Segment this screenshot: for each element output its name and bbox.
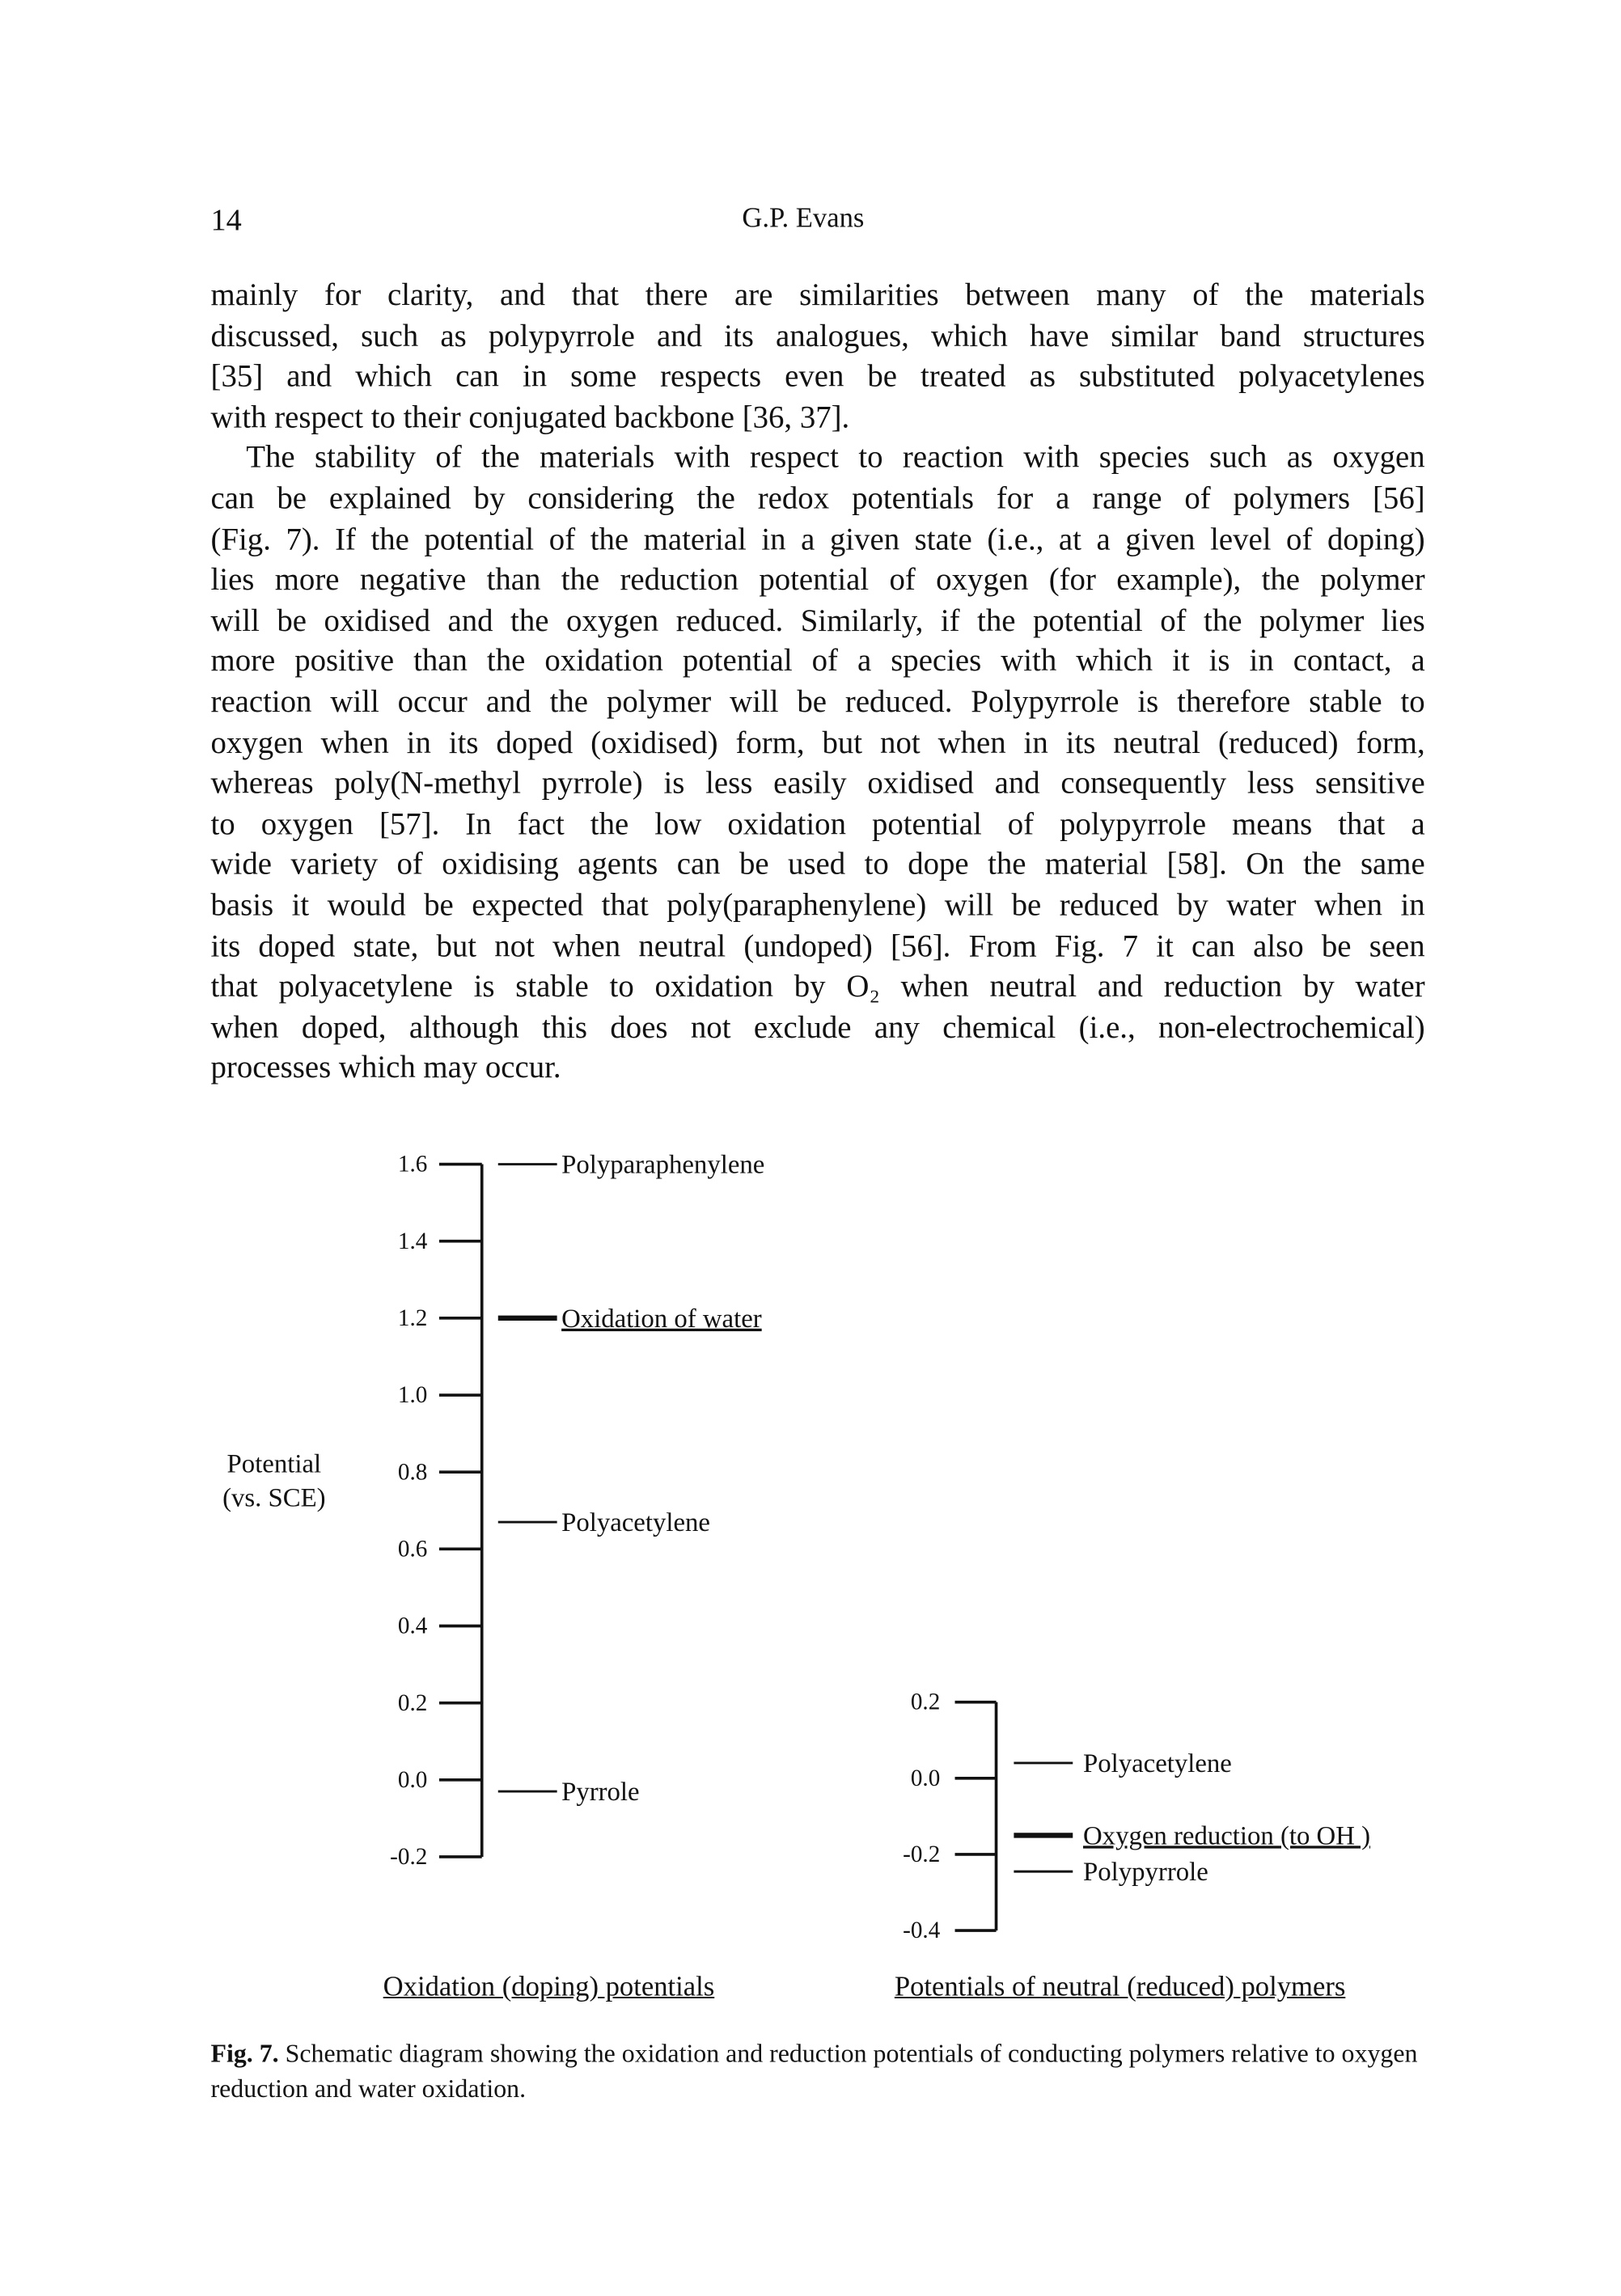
caption-text: Schematic diagram showing the oxidation and reduction potentials of conducting polymers relative to oxygen reduction and water oxidation. xyxy=(210,2038,1418,2104)
tick-label: -0.2 xyxy=(903,1841,941,1868)
marker-label: Polyacetylene xyxy=(1083,1748,1232,1778)
tick-label: 0.8 xyxy=(397,1459,428,1486)
text-line: to oxygen [57]. In fact the low oxidation potential of polypyrrole means that a xyxy=(210,806,1425,841)
marker-label: Polypyrrole xyxy=(1083,1858,1208,1888)
tick-label: 0.2 xyxy=(910,1689,941,1715)
tick-label: 0.0 xyxy=(910,1765,941,1791)
text-line: whereas poly(N-methyl pyrrole) is less easily oxidised and consequently less sensitive xyxy=(210,764,1425,801)
left-scale-title: Oxidation (doping) potentials xyxy=(383,1972,715,2003)
text-line: its doped state, but not when neutral (undoped) [56]. From Fig. 7 it can also be seen xyxy=(210,928,1425,963)
text-line: lies more negative than the reduction potential of oxygen (for example), the polymer xyxy=(210,561,1425,598)
text-line: when doped, although this does not exclude any chemical (i.e., non-electrochemical) xyxy=(210,1008,1425,1045)
tick-label: 0.6 xyxy=(397,1536,428,1562)
text-line: will be oxidised and the oxygen reduced. Similarly, if the potential of the polymer lies xyxy=(210,602,1425,638)
tick-label: 0.2 xyxy=(397,1689,428,1716)
marker-label: Polyparaphenylene xyxy=(561,1150,765,1180)
caption-label: Fig. 7. xyxy=(210,2038,279,2068)
text-line: more positive than the oxidation potential of a species with which it is in contact, a xyxy=(210,643,1425,679)
marker-label: Pyrrole xyxy=(561,1778,640,1808)
marker-label: Oxidation of water xyxy=(561,1304,762,1334)
text-line: wide variety of oxidising agents can be used to dope the material [58]. On the same xyxy=(210,846,1425,882)
running-head: G.P. Evans xyxy=(742,203,865,235)
tick-label: 0.4 xyxy=(397,1613,428,1639)
y-axis-label: Potential (vs. SCE) xyxy=(222,1448,326,1512)
tick-label: 1.0 xyxy=(397,1382,428,1409)
tick-label: 1.2 xyxy=(397,1304,428,1331)
text-line: The stability of the materials with respect to reaction with species such as oxygen xyxy=(246,439,1425,476)
text-line: (Fig. 7). If the potential of the material in a given state (i.e., at a given level of doping) xyxy=(210,521,1425,556)
marker-label: Polyacetylene xyxy=(561,1507,710,1537)
tick-label: -0.2 xyxy=(390,1844,428,1871)
text-line: with respect to their conjugated backbone [36, 37]. xyxy=(210,399,850,435)
text-line: [35] and which can in some respects even be treated as substituted polyacetylenes xyxy=(210,358,1425,394)
tick-label: 0.0 xyxy=(397,1766,428,1793)
text-line: oxygen when in its doped (oxidised) form, but not when in its neutral (reduced) form, xyxy=(210,724,1425,760)
tick-label: 1.4 xyxy=(397,1228,428,1254)
tick-label: -0.4 xyxy=(903,1918,941,1944)
text-line: mainly for clarity, and that there are similarities between many of the materials xyxy=(210,277,1425,313)
marker-label: Oxygen reduction (to OH ) xyxy=(1083,1821,1371,1851)
figure-caption xyxy=(211,2035,1428,2105)
text-line: that polyacetylene is stable to oxidation by O₂ when neutral and reduction by water xyxy=(210,968,1425,1004)
text-line: reaction will occur and the polymer will be reduced. Polypyrrole is therefore stable to xyxy=(210,683,1425,720)
page-number: 14 xyxy=(210,201,242,238)
text-line: discussed, such as polypyrrole and its analogues, which have similar band structures xyxy=(210,317,1425,353)
tick-label: 1.6 xyxy=(397,1151,428,1178)
text-line: basis it would be expected that poly(paraphenylene) will be reduced by water when in xyxy=(210,886,1425,923)
text-line: can be explained by considering the redox potentials for a range of polymers [56] xyxy=(210,480,1425,516)
right-scale-title: Potentials of neutral (reduced) polymers xyxy=(894,1972,1346,2003)
text-line: processes which may occur. xyxy=(210,1049,561,1085)
